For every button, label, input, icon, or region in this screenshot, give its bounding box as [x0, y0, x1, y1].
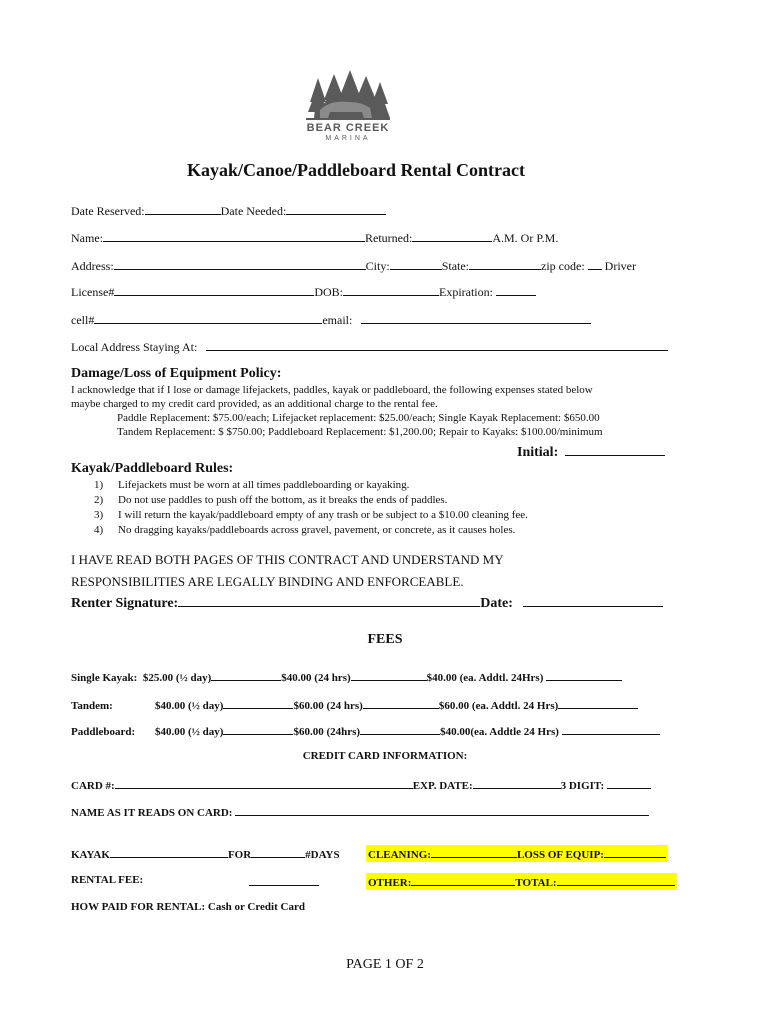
- fee-half-day: $40.00 (½ day): [155, 700, 224, 712]
- rule-text: No dragging kayaks/paddleboards across gravel, pavement, or concrete, as it causes holes.: [118, 524, 516, 536]
- name-on-card-field[interactable]: [235, 804, 649, 816]
- fee-blank[interactable]: [558, 697, 638, 709]
- exp-date-field[interactable]: [473, 777, 561, 789]
- name-field[interactable]: [103, 230, 365, 242]
- acknowledgement-line: I HAVE READ BOTH PAGES OF THIS CONTRACT AND UNDERSTAND MY: [71, 552, 504, 567]
- name-on-card-row: [71, 804, 649, 819]
- state-field[interactable]: [469, 258, 541, 270]
- card-label: CARD #:: [71, 780, 115, 792]
- rule-item: [94, 493, 528, 508]
- ampm-label: A.M. Or P.M.: [492, 231, 559, 245]
- rule-item: [94, 508, 528, 523]
- address-row: [71, 258, 636, 274]
- initial-row: [517, 442, 665, 461]
- zip-label: zip code:: [541, 259, 585, 273]
- returned-field[interactable]: [412, 230, 492, 242]
- fee-additional: $40.00 (ea. Addtl. 24Hrs): [426, 672, 544, 684]
- fee-24hrs: $60.00 (24hrs): [293, 726, 361, 738]
- local-address-row: [71, 339, 668, 355]
- email-field[interactable]: [361, 312, 591, 324]
- credit-card-heading: CREDIT CARD INFORMATION:: [302, 750, 468, 762]
- loss-of-equipment-field[interactable]: [604, 846, 666, 858]
- address-label: Address:: [71, 259, 114, 273]
- damage-text-line: maybe charged to my credit card provided, as an additional charge to the rental fee.: [71, 398, 438, 410]
- address-field[interactable]: [114, 258, 366, 270]
- fee-blank[interactable]: [363, 697, 439, 709]
- cleaning-loss-row: [366, 845, 668, 862]
- rental-fee-row: [71, 874, 143, 886]
- damage-text-line: I acknowledge that if I lose or damage lifejackets, paddles, kayak or paddleboard, the following expenses stated below: [71, 384, 593, 396]
- replacement-costs-line: Tandem Replacement: $ $750.00; Paddleboard Replacement: $1,200.00; Repair to Kayaks: $100.00/minimum: [117, 426, 603, 438]
- fee-additional: $40.00(ea. Addtle 24 Hrs): [440, 726, 559, 738]
- cleaning-label: CLEANING:: [368, 849, 431, 861]
- pine-trees-bear-logo-icon: [300, 68, 396, 120]
- city-field[interactable]: [390, 258, 442, 270]
- cell-label: cell#: [71, 313, 95, 327]
- date-needed-field[interactable]: [286, 203, 386, 215]
- signature-row: [71, 593, 663, 612]
- signature-label: Renter Signature:: [71, 596, 179, 611]
- fee-blank[interactable]: [223, 723, 293, 735]
- fee-additional: $60.00 (ea. Addtl. 24 Hrs): [438, 700, 559, 712]
- loss-of-equipment-label: LOSS OF EQUIP:: [516, 849, 604, 861]
- name-label: Name:: [71, 231, 103, 245]
- rule-text: Lifejackets must be worn at all times paddleboarding or kayaking.: [118, 479, 410, 491]
- zip-field[interactable]: [588, 258, 602, 270]
- logo-subname: MARINA: [325, 135, 371, 142]
- rule-number: 1): [94, 479, 104, 491]
- fee-blank[interactable]: [351, 669, 427, 681]
- fee-24hrs: $60.00 (24 hrs): [293, 700, 363, 712]
- cleaning-field[interactable]: [431, 846, 517, 858]
- replacement-costs-line: Paddle Replacement: $75.00/each; Lifejacket replacement: $25.00/each; Single Kayak Replacement: $650.00: [117, 412, 600, 424]
- fee-label: Paddleboard:: [71, 726, 136, 738]
- rule-item: [94, 523, 528, 538]
- signature-field[interactable]: [178, 593, 480, 607]
- expiration-field[interactable]: [496, 284, 536, 296]
- damage-heading: Damage/Loss of Equipment Policy:: [71, 366, 282, 381]
- driver-label: Driver: [604, 259, 636, 273]
- email-label: email:: [322, 313, 353, 327]
- local-address-label: Local Address Staying At:: [71, 340, 198, 354]
- fee-blank[interactable]: [223, 697, 293, 709]
- city-label: City:: [365, 259, 390, 273]
- fee-blank[interactable]: [211, 669, 281, 681]
- rule-number: 2): [94, 494, 104, 506]
- fee-blank[interactable]: [546, 669, 622, 681]
- fee-row-tandem: [71, 697, 638, 712]
- fee-label: Tandem:: [71, 700, 113, 712]
- returned-label: Returned:: [365, 231, 413, 245]
- how-paid-text: HOW PAID FOR RENTAL: Cash or Credit Card: [71, 901, 305, 913]
- fee-24hrs: $40.00 (24 hrs): [281, 672, 351, 684]
- state-label: State:: [441, 259, 470, 273]
- fees-heading: FEES: [367, 632, 403, 647]
- name-row: [71, 230, 558, 246]
- security-code-label: 3 DIGIT:: [560, 780, 605, 792]
- date-needed-label: Date Needed:: [220, 204, 287, 218]
- fee-row-paddleboard: [71, 723, 660, 738]
- security-code-field[interactable]: [607, 777, 651, 789]
- rule-item: [94, 478, 528, 493]
- kayak-label: KAYAK: [71, 849, 110, 861]
- date-reserved-field[interactable]: [145, 203, 221, 215]
- days-label: #DAYS: [305, 849, 340, 861]
- fee-half-day: $25.00 (½ day): [142, 672, 212, 684]
- card-number-field[interactable]: [115, 777, 413, 789]
- name-on-card-label: NAME AS IT READS ON CARD:: [71, 807, 233, 819]
- logo-name: BEAR CREEK: [306, 122, 390, 134]
- rental-fee-label: RENTAL FEE:: [71, 874, 144, 886]
- kayak-field[interactable]: [110, 846, 228, 858]
- other-label: OTHER:: [368, 877, 412, 889]
- rule-number: 4): [94, 524, 104, 536]
- license-field[interactable]: [114, 284, 314, 296]
- rules-list: [94, 478, 528, 538]
- initial-field[interactable]: [565, 442, 665, 456]
- cell-field[interactable]: [94, 312, 322, 324]
- rental-row: [71, 846, 340, 861]
- rule-number: 3): [94, 509, 104, 521]
- total-field[interactable]: [557, 874, 675, 886]
- cell-row: [71, 312, 591, 328]
- for-field[interactable]: [251, 846, 305, 858]
- logo: [300, 68, 396, 148]
- initial-label: Initial:: [517, 445, 559, 460]
- for-label: FOR: [227, 849, 252, 861]
- fee-half-day: $40.00 (½ day): [155, 726, 224, 738]
- rules-heading: Kayak/Paddleboard Rules:: [71, 461, 234, 476]
- other-field[interactable]: [411, 874, 515, 886]
- card-row: [71, 777, 651, 792]
- other-total-row: [366, 873, 677, 890]
- signature-date-field[interactable]: [523, 593, 663, 607]
- fee-label: Single Kayak:: [71, 672, 138, 684]
- fee-blank[interactable]: [562, 723, 660, 735]
- expiration-label: Expiration:: [438, 285, 493, 299]
- total-label: TOTAL:: [515, 877, 557, 889]
- acknowledgement-line: RESPONSIBILITIES ARE LEGALLY BINDING AND ENFORCEABLE.: [71, 574, 464, 589]
- dob-field[interactable]: [343, 284, 439, 296]
- date-reserved-label: Date Reserved:: [71, 204, 145, 218]
- page-number: PAGE 1 OF 2: [346, 957, 424, 972]
- rule-text: Do not use paddles to push off the bottom, as it breaks the ends of paddles.: [118, 494, 448, 506]
- exp-date-label: EXP. DATE:: [412, 780, 473, 792]
- license-row: [71, 284, 536, 300]
- rental-fee-field[interactable]: [249, 874, 319, 886]
- fee-blank[interactable]: [360, 723, 440, 735]
- page-title: Kayak/Canoe/Paddleboard Rental Contract: [186, 160, 525, 180]
- local-address-field[interactable]: [206, 339, 668, 351]
- date-row: [71, 203, 386, 219]
- fee-row-single-kayak: [71, 669, 622, 684]
- signature-date-label: Date:: [480, 596, 513, 611]
- rule-text: I will return the kayak/paddleboard empty of any trash or be subject to a $10.00 cleaning fee.: [118, 509, 528, 521]
- dob-label: DOB:: [314, 285, 343, 299]
- license-label: License#: [71, 285, 115, 299]
